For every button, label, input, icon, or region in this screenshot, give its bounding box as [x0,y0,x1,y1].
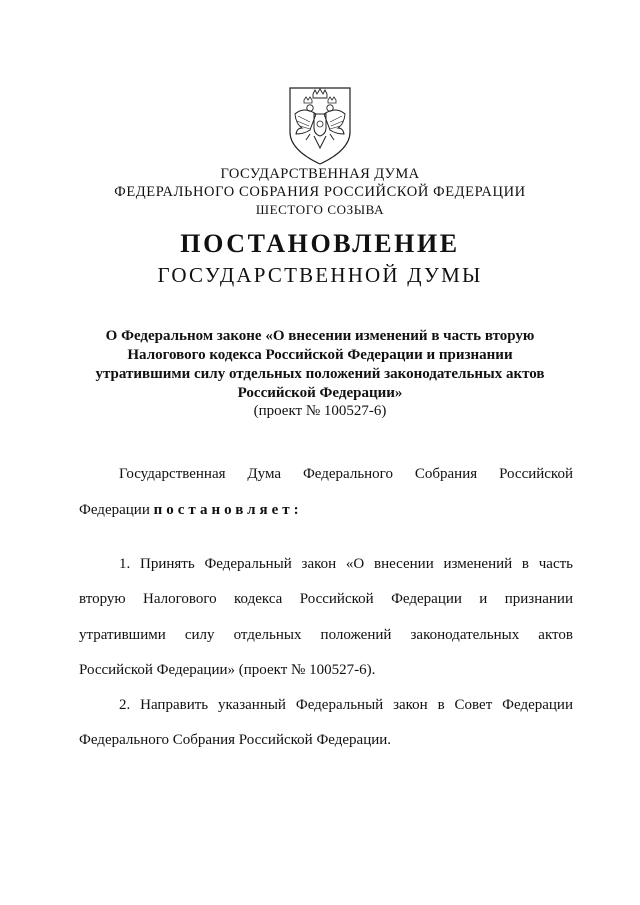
paragraph-1-line-2: вторую Налогового кодекса Российской Федерации и признании [79,591,573,607]
document-subtitle: ГОСУДАРСТВЕННОЙ ДУМЫ [157,263,483,287]
document-title: ПОСТАНОВЛЕНИЕ [180,229,460,258]
subject-line-4: Российской Федерации» [237,385,403,401]
intro-line-2-start: Федерации [79,502,154,518]
subject-line-2: Налогового кодекса Российской Федерации и признании [127,347,513,363]
org-line-2: ФЕДЕРАЛЬНОГО СОБРАНИЯ РОССИЙСКОЙ ФЕДЕРАЦИИ [114,184,526,200]
decree-word: постановляет: [153,502,303,518]
org-line-3: ШЕСТОГО СОЗЫВА [255,202,385,217]
intro-line-2 [79,502,573,519]
paragraph-1-line-4: Российской Федерации» (проект № 100527-6). [79,662,376,678]
paragraph-2-line-2: Федерального Собрания Российской Федерации. [79,732,392,748]
paragraph-1-line-3: утратившими силу отдельных положений законодательных актов [79,627,573,643]
subject-line-3: утратившими силу отдельных положений законодательных актов [95,366,545,382]
subject-line-1: О Федеральном законе «О внесении изменений в часть вторую [105,328,535,344]
paragraph-1-line-1: 1. Принять Федеральный закон «О внесении изменений в часть [119,556,573,572]
coat-of-arms-icon [286,84,354,166]
paragraph-2-line-1: 2. Направить указанный Федеральный закон в Совет Федерации [119,697,573,713]
project-number: (проект № 100527-6) [253,403,387,419]
intro-line-1: Государственная Дума Федерального Собрания Российской [119,466,573,482]
org-line-1: ГОСУДАРСТВЕННАЯ ДУМА [220,166,420,182]
